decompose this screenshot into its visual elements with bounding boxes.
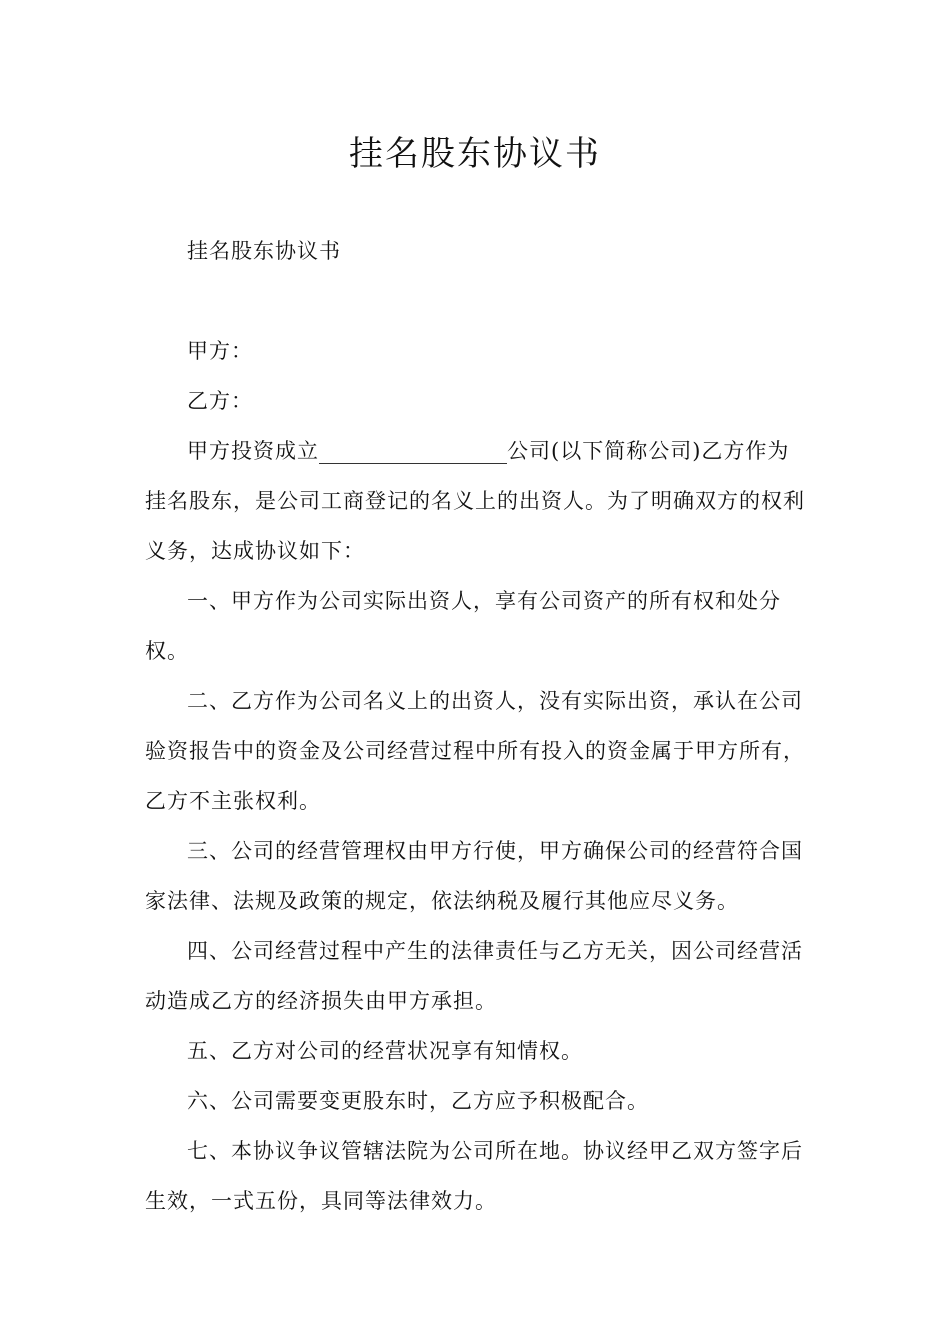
intro-before-blank: 甲方投资成立 <box>187 439 319 463</box>
document-title: 挂名股东协议书 <box>349 134 601 174</box>
company-name-blank <box>319 439 507 464</box>
party-a-line: 甲方： <box>187 339 253 363</box>
clause-7: 七、本协议争议管辖法院为公司所在地。协议经甲乙双方签字后生效，一式五份，具同等法律效力。 <box>145 1139 803 1213</box>
spacer <box>145 276 805 326</box>
intro-paragraph <box>145 426 805 576</box>
clause-3: 三、公司的经营管理权由甲方行使，甲方确保公司的经营符合国家法律、法规及政策的规定，依法纳税及履行其他应尽义务。 <box>145 839 803 913</box>
document-subtitle: 挂名股东协议书 <box>187 239 341 263</box>
clause-6: 六、公司需要变更股东时，乙方应予积极配合。 <box>187 1089 649 1113</box>
clause-1: 一、甲方作为公司实际出资人，享有公司资产的所有权和处分权。 <box>145 589 781 663</box>
party-b-line: 乙方： <box>187 389 253 413</box>
clause-5: 五、乙方对公司的经营状况享有知情权。 <box>187 1039 583 1063</box>
clause-4: 四、公司经营过程中产生的法律责任与乙方无关，因公司经营活动造成乙方的经济损失由甲方承担。 <box>145 939 803 1013</box>
intro-after-blank: 公司(以下简称公司)乙方作为挂名股东，是公司工商登记的名义上的出资人。为了明确双方的权利义务，达成协议如下： <box>145 439 805 563</box>
clause-2: 二、乙方作为公司名义上的出资人，没有实际出资，承认在公司验资报告中的资金及公司经营过程中所有投入的资金属于甲方所有，乙方不主张权利。 <box>145 689 805 813</box>
document-body <box>145 226 805 1226</box>
